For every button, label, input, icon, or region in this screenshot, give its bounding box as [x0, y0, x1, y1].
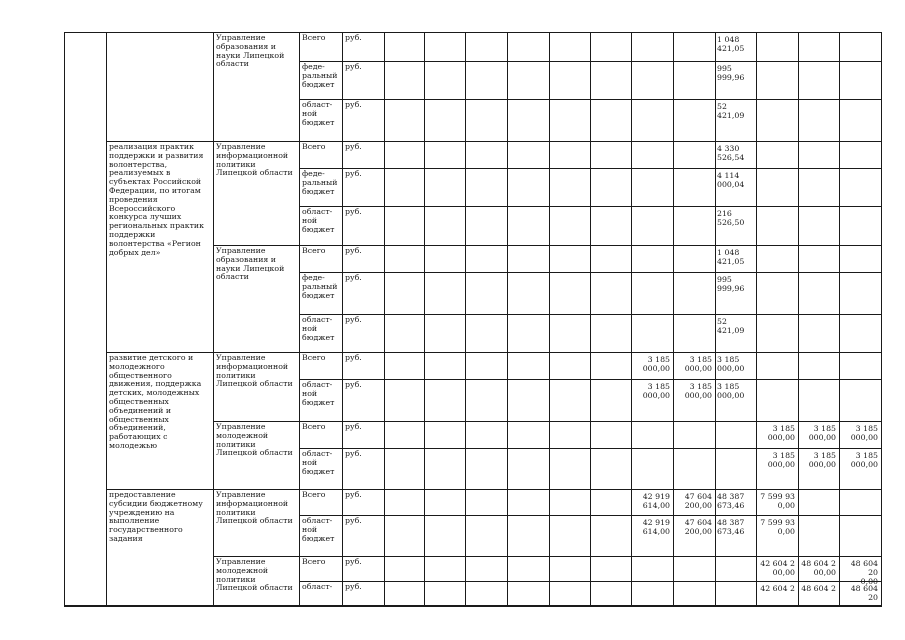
table-row-line — [299, 168, 882, 169]
table-column-line-15 — [798, 32, 799, 606]
unit-cell: руб. — [345, 33, 362, 42]
funding-source-cell: Всего — [302, 142, 326, 151]
table-row-line — [299, 581, 882, 582]
unit-cell: руб. — [345, 246, 362, 255]
funding-source-cell: феде- ральный бюджет — [302, 273, 338, 300]
amount-cell: 995 999,96 — [717, 64, 745, 82]
table-column-line-11 — [631, 32, 632, 606]
executor-cell: Управление образования и науки Липецкой области — [216, 33, 285, 69]
amount-cell: 3 185 000,00 — [642, 355, 670, 373]
executor-cell: Управление информационной политики Липецкой области — [216, 142, 293, 178]
table-row-line — [299, 61, 882, 62]
table-row-line — [299, 206, 882, 207]
table-column-line-14 — [756, 32, 757, 606]
table-column-line-1 — [106, 32, 107, 606]
table-column-line-10 — [590, 32, 591, 606]
unit-cell: руб. — [345, 422, 362, 431]
table-column-line-6 — [424, 32, 425, 606]
amount-cell: 7 599 93 0,00 — [760, 492, 795, 510]
funding-source-cell: област- ной бюджет — [302, 449, 335, 476]
table-row-line — [299, 448, 882, 449]
funding-source-cell: област- ной бюджет — [302, 380, 335, 407]
funding-source-cell: област- ной бюджет — [302, 207, 335, 234]
executor-cell: Управление информационной политики Липецкой области — [216, 490, 293, 526]
amount-cell: 52 421,09 — [717, 317, 745, 335]
amount-cell: 52 421,09 — [717, 102, 745, 120]
unit-cell: руб. — [345, 62, 362, 71]
amount-cell: 216 526,50 — [717, 209, 745, 227]
amount-cell: 47 604 200,00 — [684, 518, 712, 536]
amount-cell: 42 604 2 — [760, 584, 795, 593]
unit-cell: руб. — [345, 380, 362, 389]
amount-cell: 42 919 614,00 — [642, 492, 670, 510]
amount-cell: 3 185 000,00 — [850, 451, 878, 469]
table-column-line-8 — [507, 32, 508, 606]
amount-cell: 42 919 614,00 — [642, 518, 670, 536]
funding-source-cell: област- — [302, 582, 333, 591]
activity-cell: реализация практик поддержки и развития волонтерства, реализуемых в субъектах Российской Федерации, по итогам проведения Всероссийского конкурса лучших региональных практик поддержки волонтерства «Регион добрых дел» — [109, 142, 204, 257]
funding-source-cell: област- ной бюджет — [302, 100, 335, 127]
unit-cell: руб. — [345, 207, 362, 216]
amount-cell: 47 604 200,00 — [684, 492, 712, 510]
table-row-line — [299, 515, 882, 516]
activity-cell: развитие детского и молодежного общественного движения, поддержка детских, молодежных общественных объединений и общественных объединений, работающих с молодежью — [109, 353, 202, 450]
amount-cell: 3 185 000,00 — [717, 382, 745, 400]
unit-cell: руб. — [345, 449, 362, 458]
table-column-line-13 — [715, 32, 716, 606]
amount-cell: 3 185 000,00 — [717, 355, 745, 373]
activity-cell: предоставление субсидии бюджетному учреждению на выполнение государственного задания — [109, 490, 203, 543]
table-column-line-5 — [384, 32, 385, 606]
funding-source-cell: Всего — [302, 353, 326, 362]
unit-cell: руб. — [345, 557, 362, 566]
amount-cell: 48 387 673,46 — [717, 492, 745, 510]
executor-cell: Управление молодежной политики Липецкой области — [216, 557, 293, 593]
amount-cell: 48 604 20 — [850, 584, 878, 602]
amount-cell: 42 604 2 00,00 — [760, 559, 795, 577]
funding-source-cell: Всего — [302, 33, 326, 42]
unit-cell: руб. — [345, 169, 362, 178]
executor-cell: Управление молодежной политики Липецкой области — [216, 422, 293, 458]
amount-cell: 1 048 421,05 — [717, 35, 745, 53]
table-column-line-16 — [839, 32, 840, 606]
unit-cell: руб. — [345, 516, 362, 525]
table-column-line-12 — [673, 32, 674, 606]
unit-cell: руб. — [345, 490, 362, 499]
amount-cell: 4 330 526,54 — [717, 144, 745, 162]
amount-cell: 3 185 000,00 — [767, 451, 795, 469]
amount-cell: 7 599 93 0,00 — [760, 518, 795, 536]
amount-cell: 3 185 000,00 — [767, 424, 795, 442]
table-column-line-0 — [64, 32, 65, 606]
amount-cell: 48 604 2 00,00 — [801, 559, 836, 577]
unit-cell: руб. — [345, 100, 362, 109]
table-row-line — [299, 379, 882, 380]
amount-cell: 1 048 421,05 — [717, 248, 745, 266]
table-column-line-17 — [881, 32, 882, 606]
amount-cell: 48 604 20 0,00 — [850, 559, 878, 586]
unit-cell: руб. — [345, 582, 362, 591]
funding-source-cell: феде- ральный бюджет — [302, 169, 338, 196]
table-row-line — [299, 272, 882, 273]
funding-source-cell: феде- ральный бюджет — [302, 62, 338, 89]
table-column-line-4 — [342, 32, 343, 606]
amount-cell: 3 185 000,00 — [684, 355, 712, 373]
table-row-line — [299, 99, 882, 100]
amount-cell: 3 185 000,00 — [684, 382, 712, 400]
table-column-line-7 — [465, 32, 466, 606]
table-bottom-line — [64, 605, 882, 607]
funding-source-cell: Всего — [302, 557, 326, 566]
table-column-line-3 — [299, 32, 300, 606]
executor-cell: Управление образования и науки Липецкой области — [216, 246, 285, 282]
funding-source-cell: област- ной бюджет — [302, 315, 335, 342]
table-row-line — [299, 314, 882, 315]
amount-cell: 4 114 000,04 — [717, 171, 745, 189]
amount-cell: 3 185 000,00 — [642, 382, 670, 400]
table-top-line — [64, 32, 882, 33]
table-column-line-2 — [213, 32, 214, 606]
amount-cell: 3 185 000,00 — [850, 424, 878, 442]
funding-source-cell: Всего — [302, 422, 326, 431]
executor-cell: Управление информационной политики Липецкой области — [216, 353, 293, 389]
amount-cell: 48 387 673,46 — [717, 518, 745, 536]
amount-cell: 3 185 000,00 — [808, 424, 836, 442]
amount-cell: 995 999,96 — [717, 275, 745, 293]
unit-cell: руб. — [345, 142, 362, 151]
unit-cell: руб. — [345, 353, 362, 362]
table-column-line-9 — [549, 32, 550, 606]
amount-cell: 3 185 000,00 — [808, 451, 836, 469]
amount-cell: 48 604 2 — [801, 584, 836, 593]
unit-cell: руб. — [345, 273, 362, 282]
funding-source-cell: област- ной бюджет — [302, 516, 335, 543]
funding-source-cell: Всего — [302, 490, 326, 499]
funding-source-cell: Всего — [302, 246, 326, 255]
unit-cell: руб. — [345, 315, 362, 324]
